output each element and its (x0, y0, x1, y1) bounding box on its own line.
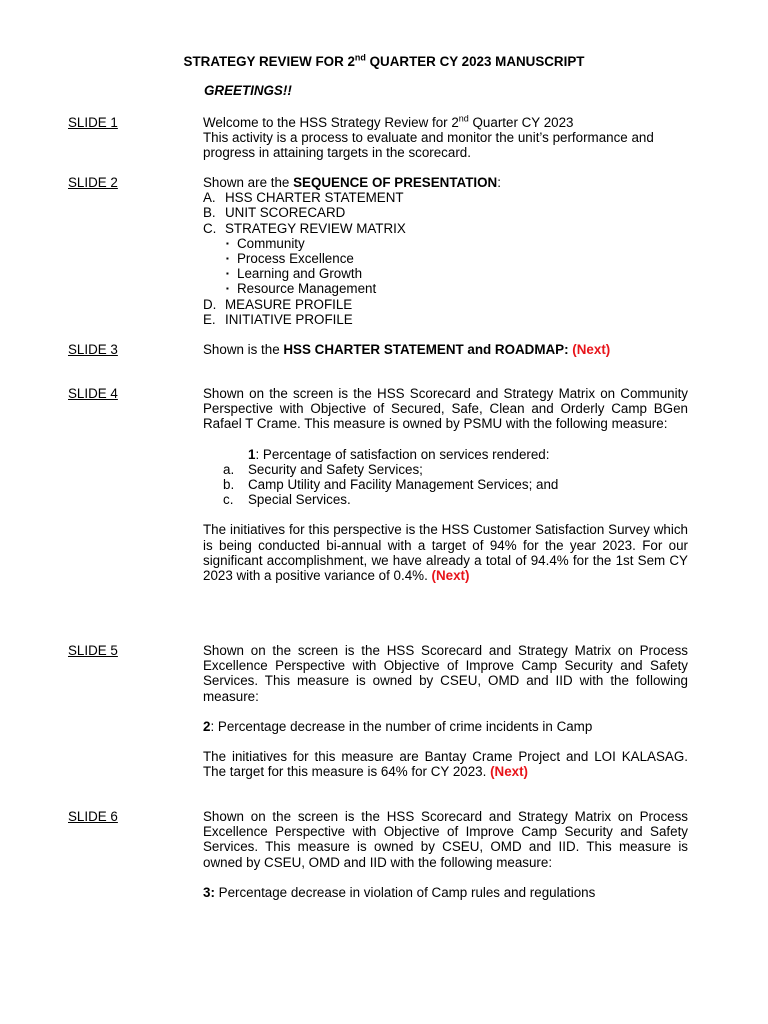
presentation-sequence-list (203, 190, 688, 236)
list-item: E. INITIATIVE PROFILE (203, 311, 353, 327)
bullet-item: ▪ Learning and Growth (226, 266, 363, 282)
slide-2-content (203, 175, 688, 327)
slide-2-label: SLIDE 2 (68, 175, 118, 190)
list-item: c. Special Services. (223, 492, 351, 508)
slide-6-paragraph: Shown on the screen is the HSS Scorecard and Strategy Matrix on Process Excellence Perspective with Objective of Improve Camp Security and Safety Services. This measure is owned by CSEU, OMD and IID. This measure is owned by CSEU, OMD and IID with the following measure: (203, 809, 688, 870)
list-item: a. Security and Safety Services; (223, 461, 423, 477)
slide-2-intro: Shown are the SEQUENCE OF PRESENTATION: (203, 175, 501, 190)
slide-1-label: SLIDE 1 (68, 115, 118, 130)
bullet-item: ▪ Resource Management (226, 281, 377, 297)
list-item: D. MEASURE PROFILE (203, 296, 353, 312)
slide-4-initiatives: The initiatives for this perspective is the HSS Customer Satisfaction Survey which is being conducted bi-annual with a target of 94% for the year 2023. For our significant accomplishment, we have already a total of 94.4% for the 1st Sem CY 2023 with a positive variance of 0.4%. (Next) (203, 522, 688, 584)
list-item: b. Camp Utility and Facility Management Services; and (223, 477, 559, 493)
slide-5-initiatives: The initiatives for this measure are Bantay Crame Project and LOI KALASAG. The target for this measure is 64% for CY 2023. (Next) (203, 749, 688, 780)
slide-6-label: SLIDE 6 (68, 809, 118, 824)
slide-4-label: SLIDE 4 (68, 386, 118, 401)
slide-6-measure: 3: Percentage decrease in violation of Camp rules and regulations (203, 884, 596, 900)
slide-4-services-list (203, 462, 688, 508)
slide-4-content (203, 386, 688, 583)
slide-5-label: SLIDE 5 (68, 643, 118, 658)
presentation-sequence-list-cont (203, 297, 688, 327)
slide-1-description: This activity is a process to evaluate and monitor the unit’s performance and progress in attaining targets in the scorecard. (203, 130, 654, 161)
document-title: STRATEGY REVIEW FOR 2nd QUARTER CY 2023 MANUSCRIPT (183, 52, 585, 69)
slide-1-welcome: Welcome to the HSS Strategy Review for 2nd Quarter CY 2023 (203, 113, 574, 130)
list-item: B. UNIT SCORECARD (203, 205, 346, 221)
bullet-item: ▪ Process Excellence (226, 251, 354, 267)
bullet-item: ▪ Community (226, 235, 305, 251)
slide-6-content (203, 809, 688, 900)
strategy-matrix-bullets (203, 236, 688, 297)
slide-4-measure: 1: Percentage of satisfaction on services rendered: (248, 446, 550, 462)
list-item: A. HSS CHARTER STATEMENT (203, 190, 404, 206)
next-cue: (Next) (572, 342, 611, 357)
next-cue: (Next) (490, 764, 529, 780)
slide-4-paragraph: Shown on the screen is the HSS Scorecard and Strategy Matrix on Community Perspective with Objective of Secured, Safe, Clean and Orderly Camp BGen Rafael T Crame. This measure is owned by PSMU with the following measure: (203, 386, 688, 432)
slide-3-content: Shown is the HSS CHARTER STATEMENT and ROADMAP: (Next) (203, 342, 611, 357)
greeting: GREETINGS!! (204, 83, 292, 98)
list-item: C. STRATEGY REVIEW MATRIX (203, 220, 406, 236)
slide-5-paragraph: Shown on the screen is the HSS Scorecard and Strategy Matrix on Process Excellence Perspective with Objective of Improve Camp Security and Safety Services. This measure is owned by CSEU, OMD and IID with the following measure: (203, 643, 688, 704)
slide-3-label: SLIDE 3 (68, 342, 118, 357)
slide-5-content (203, 643, 688, 779)
slide-1-content (203, 115, 688, 161)
slide-5-measure: 2: Percentage decrease in the number of crime incidents in Camp (203, 718, 593, 734)
next-cue: (Next) (431, 568, 470, 584)
